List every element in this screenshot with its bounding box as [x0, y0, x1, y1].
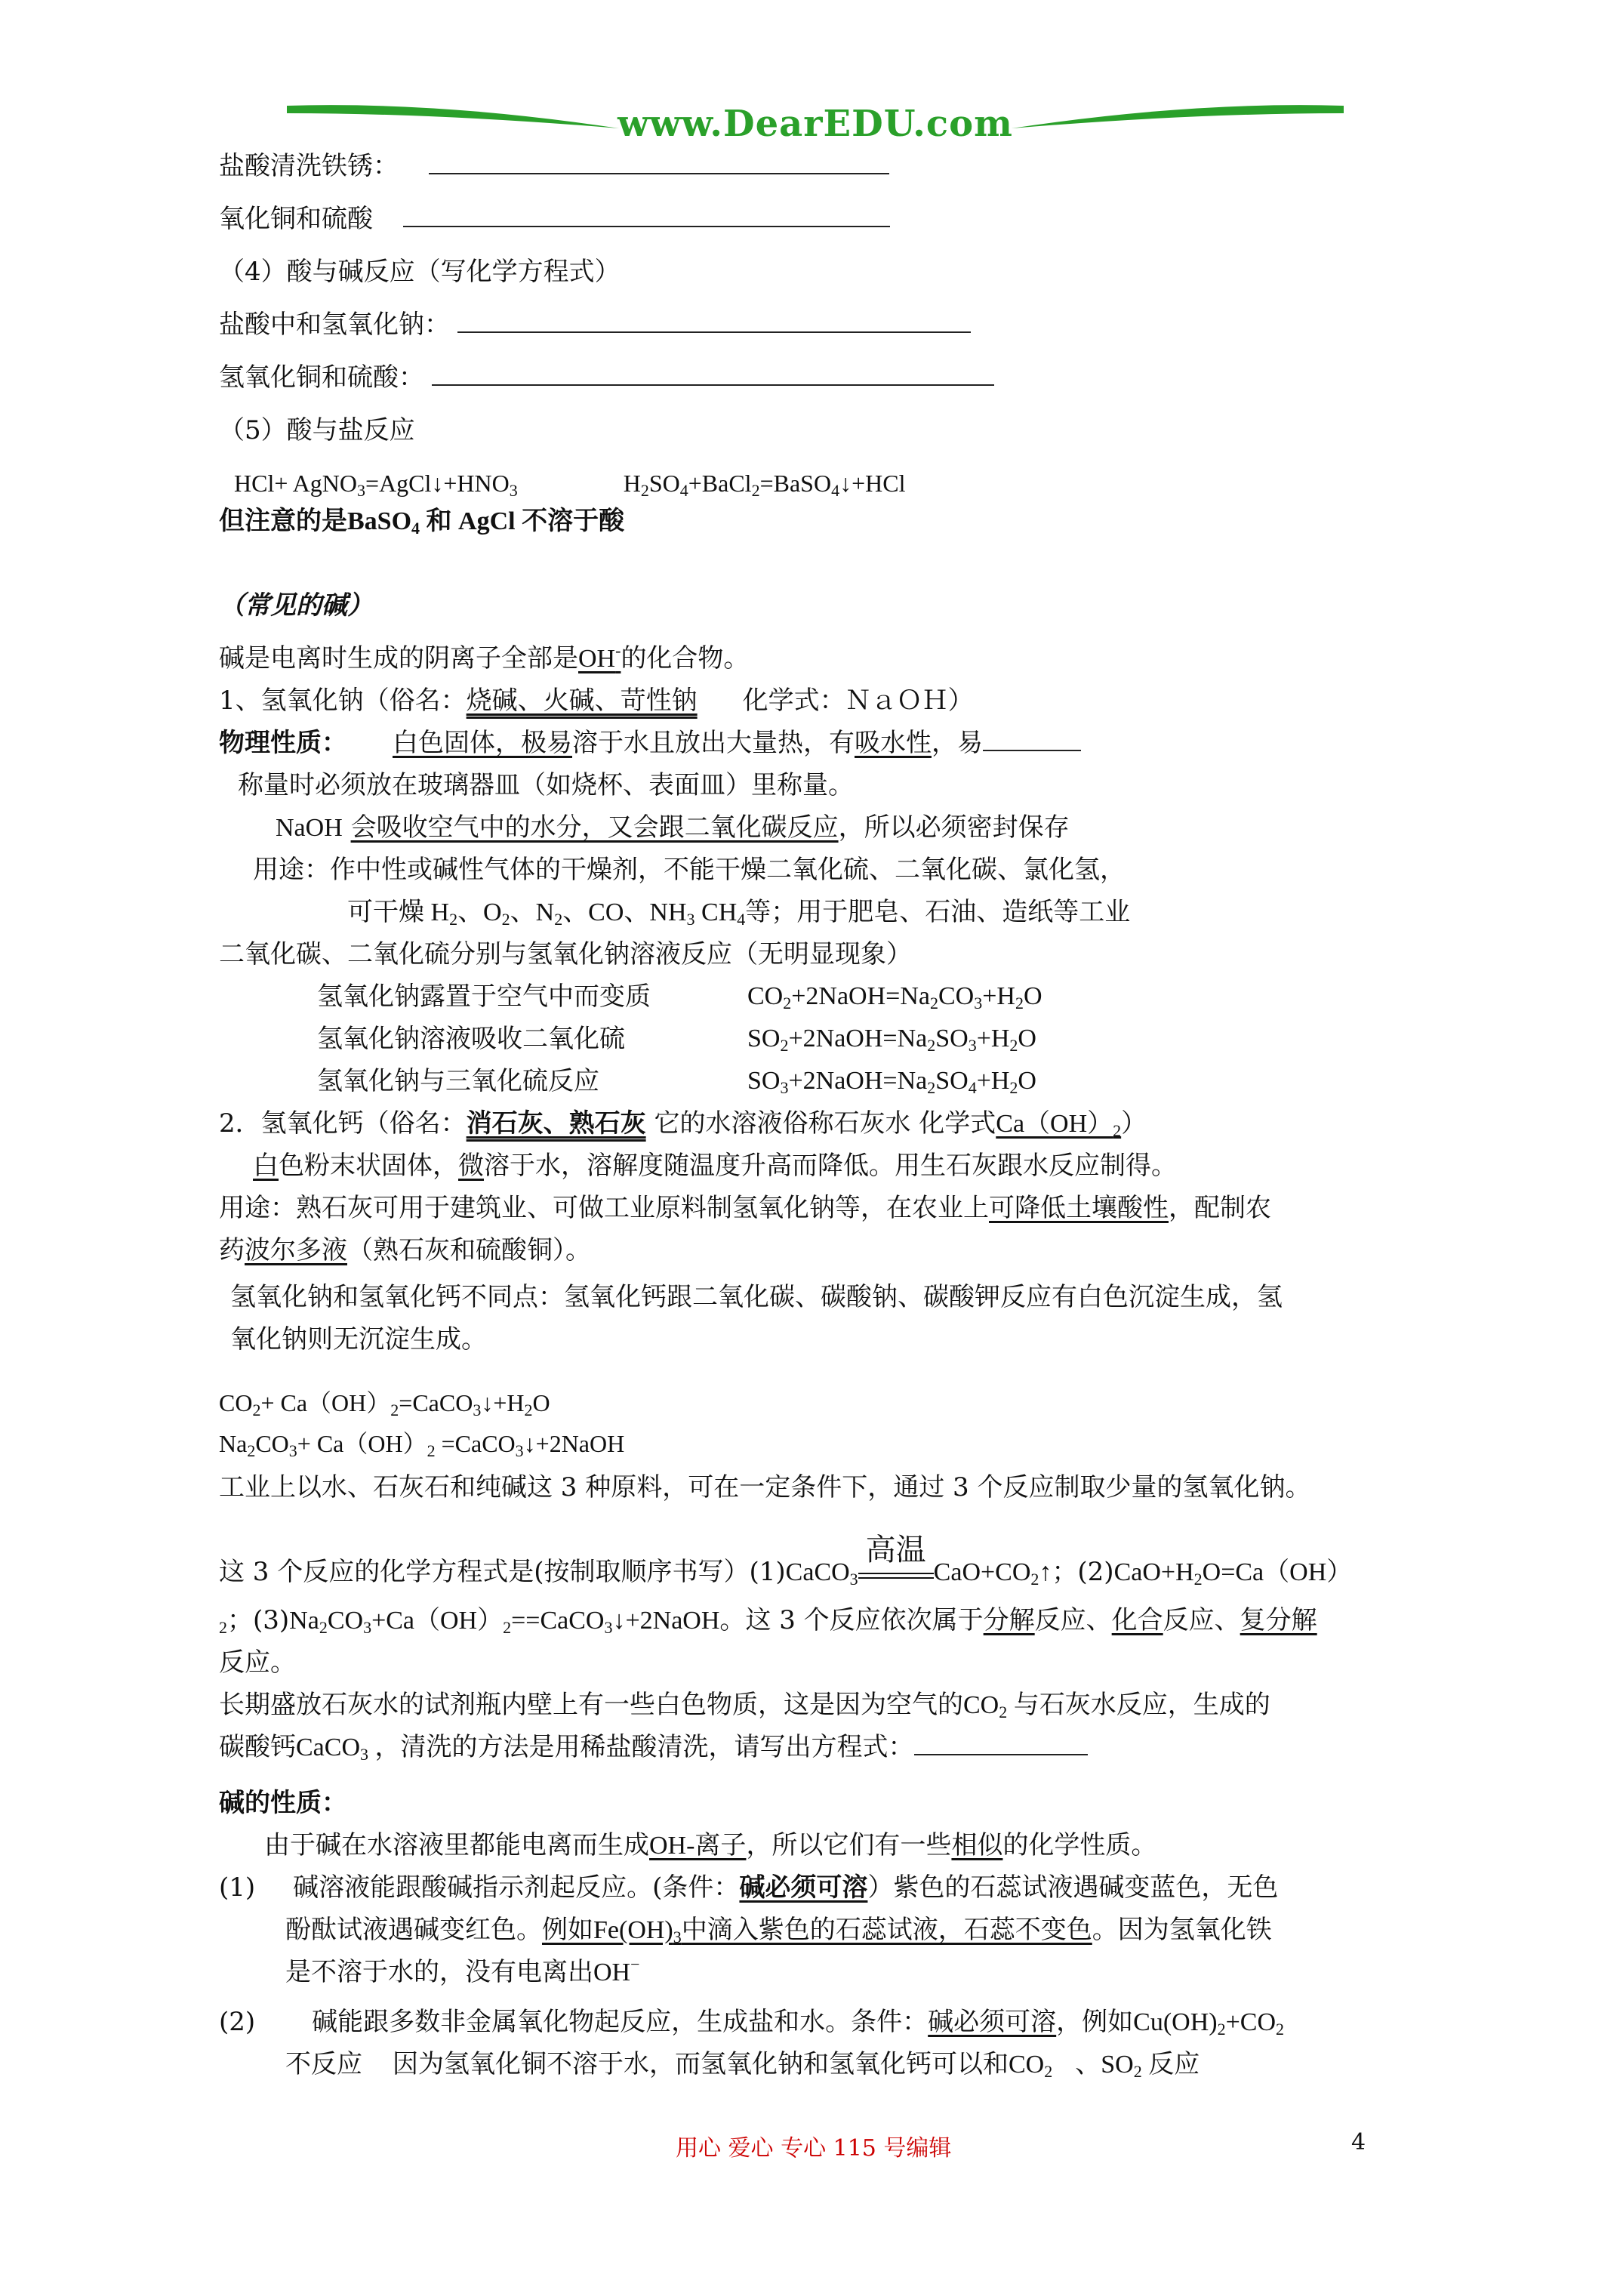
answer-blank-hcl-naoh[interactable] [457, 309, 971, 333]
property-1-line-2: 酚酞试液遇碱变红色。例如$Fe(OH)_3$中滴入紫色的石蕊试液，石蕊不变色。因为氢氧化铁 [285, 1915, 1272, 1946]
naoh-use-1: 用途：作中性或碱性气体的干燥剂，不能干燥二氧化硫、二氧化碳、氯化氢， [253, 855, 1126, 885]
base-properties-intro: 由于碱在水溶液里都能电离而生成OH-离子，所以它们有一些相似的化学性质。 [264, 1830, 1157, 1860]
line-cuoh: 氢氧化铜和硫酸： [219, 361, 994, 394]
section-heading-base: （常见的碱） [219, 590, 373, 621]
limewater-line-1: 长期盛放石灰水的试剂瓶内壁上有一些白色物质，这是因为空气的$CO_2$ 与石灰水反应，生成的 [219, 1690, 1270, 1721]
equation-acid-salt: $HCl+ AgNO_3=AgCl↓+HNO_3$ $H_2SO_4+BaCl_2=BaSO_4↓+HCl$ [234, 470, 906, 500]
naoh-physical: 物理性质： 白色固体，极易溶于水且放出大量热，有吸水性，易 [219, 726, 1081, 760]
industrial-line-1: 工业上以水、石灰石和纯碱这 3 种原料，可在一定条件下，通过 3 个反应制取少量的氢氧化钠。 [219, 1472, 1311, 1502]
naoh-weigh: 称量时必须放在玻璃器皿（如烧杯、表面皿）里称量。 [238, 770, 854, 800]
caoh-use-2: 药波尔多液（熟石灰和硫酸铜）。 [219, 1235, 591, 1265]
base-properties-heading: 碱的性质： [219, 1788, 347, 1818]
answer-blank-rust[interactable] [429, 150, 889, 174]
line-hcl-naoh: 盐酸中和氢氧化钠： [219, 308, 971, 341]
answer-blank-cuoh[interactable] [432, 362, 994, 386]
industrial-line-3: $_2$；$(3)Na_2CO_3+Ca(OH)_2==CaCO_3↓+2NaOH$。这 3 个反应依次属于分解反应、化合反应、复分解 [219, 1605, 1317, 1637]
equation-na2co3-caoh: $Na_2CO_3+ Ca(OH)_2$ =CaCO$_3$↓+2NaOH [219, 1430, 625, 1460]
line-rust: 盐酸清洗铁锈： [219, 149, 889, 183]
property-1-line-1: (1) 碱溶液能跟酸碱指示剂起反应。(条件：碱必须可溶）紫色的石蕊试液遇碱变蓝色，无色 [219, 1872, 1279, 1903]
equation-co2-caoh: $CO_2+$ $Ca(OH)_2=CaCO_3↓+H_2O$ [219, 1389, 550, 1419]
reaction-co2-naoh: 氢氧化钠露置于空气中而变质 $CO_2+2NaOH=Na_2CO_3+H_2O$ [317, 982, 1042, 1012]
line-cuo: 氧化铜和硫酸 [219, 202, 890, 236]
page-number: 4 [1351, 2129, 1366, 2156]
caoh-title: 2．氢氧化钙（俗名：消石灰、熟石灰 它的水溶液俗称石灰水 化学式$Ca(OH)_2$） [219, 1108, 1147, 1140]
naoh-title: 1、氢氧化钠（俗名：烧碱、火碱、苛性钠 化学式：ＮａＯＨ） [219, 686, 974, 716]
site-header [287, 94, 1344, 154]
property-1-line-3: 是不溶于水的，没有电离出OH− [285, 1955, 640, 1987]
item4-title: （4）酸与碱反应（写化学方程式） [219, 257, 621, 287]
item5-title: （5）酸与盐反应 [219, 415, 415, 445]
answer-blank-phys[interactable] [983, 727, 1081, 751]
condition-high-temp: 高温 [858, 1556, 934, 1589]
caoh-property: 白色粉末状固体，微溶于水，溶解度随温度升高而降低。用生石灰跟水反应制得。 [253, 1151, 1177, 1181]
answer-blank-limewater[interactable] [914, 1731, 1088, 1755]
reaction-so2-naoh: 氢氧化钠溶液吸收二氧化硫 $SO_2+2NaOH=Na_2SO_3+H_2O$ [317, 1024, 1036, 1055]
limewater-line-2: 碳酸钙CaCO$_3$ ，清洗的方法是用稀盐酸清洗，请写出方程式： [219, 1730, 1088, 1764]
industrial-line-2: 这 3 个反应的化学方程式是(按制取顺序书写）(1)CaCO$_3$ 高温 $CaO+CO_2↑$；$(2)CaO+H_2O=Ca(OH)$ [219, 1533, 1353, 1589]
diff-line-1: 氢氧化钠和氢氧化钙不同点：氢氧化钙跟二氧化碳、碳酸钠、碳酸钾反应有白色沉淀生成，氢 [230, 1282, 1283, 1312]
reaction-so3-naoh: 氢氧化钠与三氧化硫反应 $SO_3+2NaOH=Na_2SO_4+H_2O$ [317, 1066, 1036, 1097]
caoh-use-1: 用途：熟石灰可用于建筑业、可做工业原料制氢氧化钠等，在农业上可降低土壤酸性，配制农 [219, 1193, 1271, 1223]
diff-line-2: 氧化钠则无沉淀生成。 [230, 1324, 487, 1354]
industrial-line-4: 反应。 [219, 1647, 296, 1678]
base-definition: 碱是电离时生成的阴离子全部是OH-的化合物。 [219, 641, 750, 673]
property-2-line-1: (2) 碱能跟多数非金属氧化物起反应，生成盐和水。条件：碱必须可溶，例如$Cu(OH)_2+CO_2$ [219, 2007, 1285, 2039]
naoh-storage: NaOH 会吸收空气中的水分，又会跟二氧化碳反应，所以必须密封保存 [276, 812, 1070, 843]
insoluble-note: 但注意的是BaSO$_4$ 和 AgCl 不溶于酸 [219, 506, 625, 538]
answer-blank-cuo[interactable] [403, 203, 890, 227]
naoh-use-2: 可干燥 $H_2$、$O_2$、$N_2$、CO、$NH_3$ $CH_4$等；用于肥皂、石油、造纸等工业 [347, 897, 1131, 929]
property-2-line-2: 不反应 因为氢氧化铜不溶于水，而氢氧化钠和氢氧化钙可以和$CO_2$ 、$SO_2$ 反应 [285, 2049, 1200, 2081]
footer-motto: 用心 爱心 专心 115 号编辑 [676, 2135, 952, 2162]
naoh-react-intro: 二氧化碳、二氧化硫分别与氢氧化钠溶液反应（无明显现象） [219, 939, 912, 969]
site-logo-text: www.DearEDU.com [617, 103, 1013, 145]
